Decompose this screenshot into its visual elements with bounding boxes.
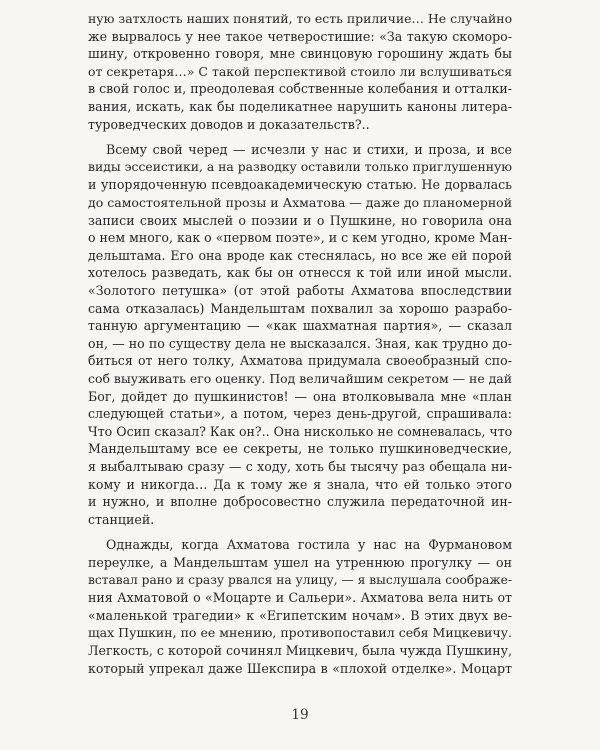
- text-line: и нужно, и вполне добросовестно служила передаточной ин-: [88, 494, 512, 510]
- text-line: он, — но по существу дела не высказался. Зная, как трудно до-: [88, 335, 512, 351]
- text-line: от секретаря…» С такой перспективой стоило ли вслушиваться: [88, 63, 513, 79]
- text-line: танную аргументацию — «как шахматная партия», — сказал: [88, 318, 512, 334]
- text-line: ния Ахматовой о «Моцарте и Сальери». Ахматова вела нить от: [88, 590, 512, 606]
- text-line: кому и никогда… Да к тому же я знала, что ей только этого: [88, 476, 512, 492]
- text-line: Бог, дойдет до пушкинистов! — она втолковывала мне «план: [88, 388, 512, 404]
- text-line: сама отказалась) Мандельштам похвалил за хорошо разрабо-: [88, 300, 512, 316]
- text-line: который упрекал даже Шекспира в «плохой отделке». Моцарт: [88, 660, 512, 676]
- text-line: шину, откровенно говоря, мне свинцовую горошину ждать бы: [88, 46, 512, 62]
- text-line: следующей статьи», а потом, через день-другой, спрашивала:: [88, 406, 512, 422]
- text-line: хотелось разведать, как бы он отнесся к той или иной мысли.: [88, 265, 512, 281]
- text-line: Всему свой черед — исчезли у нас и стихи, и проза, и все: [106, 142, 512, 158]
- text-line: Мандельштаму все ее секреты, не только пушкиноведческие,: [88, 441, 512, 457]
- text-line: щах Пушкин, по ее мнению, противопоставил себя Мицкевичу.: [88, 625, 512, 641]
- text-line: туроведческих доводов и доказательств?..: [88, 116, 370, 132]
- text-line: в свой голос и, преодолевая собственные колебания и отталки-: [88, 81, 512, 97]
- text-line: до самостоятельной прозы и Ахматова — даже до планомерной: [88, 195, 513, 210]
- text-line: же вырвалось у нее такое четверостишие: «За такую скоморо-: [88, 28, 512, 44]
- text-line: вания, искать, как бы поделикатнее нарушить каноны литера-: [88, 99, 512, 114]
- text-line: Легкость, с которой сочинял Мицкевич, была чужда Пушкину,: [88, 643, 513, 658]
- text-line: соб выуживать его оценку. Под величайшим секретом — не дай: [88, 371, 513, 386]
- text-line: ную затхлость наших понятий, то есть приличие… Не случайно: [88, 11, 513, 26]
- text-line: виды эссеистики, а на разводку оставили только приглушенную: [88, 159, 513, 174]
- text-line: биться от него толку, Ахматова придумала своеобразный спо-: [88, 353, 512, 369]
- text-line: я выбалтываю сразу — с ходу, хоть бы тысячу раз обещала ни-: [88, 459, 512, 474]
- text-line: Однажды, когда Ахматова гостила у нас на Фурмановом: [106, 537, 512, 553]
- text-line: станцией.: [88, 511, 155, 527]
- page-number: 19: [291, 707, 309, 723]
- text-line: «Золотого петушка» (от этой работы Ахматова впоследствии: [88, 283, 512, 298]
- text-line: и упорядоченную псевдоакадемическую статью. Не дорвалась: [88, 177, 512, 193]
- text-line: «маленькой трагедии» к «Египетским ночам». В этих двух ве-: [88, 607, 512, 623]
- text-line: о нем много, как о «первом поэте», и с кем угодно, кроме Ман-: [88, 230, 512, 246]
- text-line: Что Осип сказал? Как он?.. Она нисколько не сомневалась, что: [88, 423, 513, 439]
- text-line: дельштама. Его она вроде как стеснялась, но все же ей порой: [88, 247, 512, 263]
- text-line: записи своих мыслей о поэзии и о Пушкине, но говорила она: [88, 212, 512, 228]
- text-line: вставал рано и сразу рвался на улицу, — я выслушала соображе-: [88, 572, 513, 587]
- text-line: переулке, а Мандельштам ушел на утреннюю прогулку — он: [88, 555, 512, 570]
